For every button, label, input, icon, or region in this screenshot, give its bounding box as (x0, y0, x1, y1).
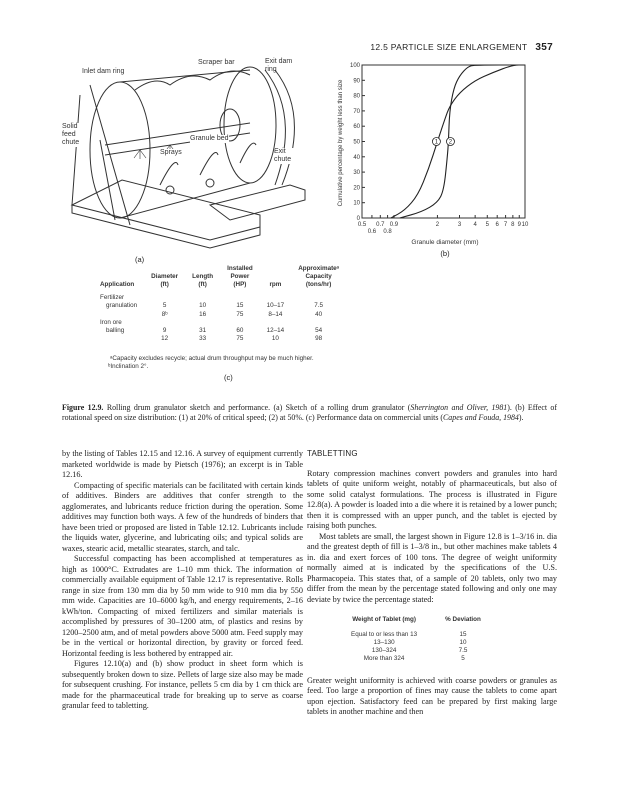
table-cell: 5 (162, 302, 167, 310)
x-tick-label: 5 (485, 222, 489, 228)
table-cell: Equal to or less than 13 (351, 630, 418, 638)
application-cell: Fertilizer (100, 294, 125, 301)
table-cell (291, 319, 346, 327)
table-cell: 15 (236, 302, 244, 310)
label-exit-chute: Exit chute (274, 148, 296, 164)
column-header: Diameter (151, 273, 179, 280)
table-cell: 10 (199, 302, 207, 310)
table-row (337, 655, 495, 663)
column-header: (HP) (233, 281, 247, 288)
figure-c-performance-table (100, 265, 346, 344)
application-cell (100, 311, 144, 319)
x-tick-label: 0.9 (389, 222, 399, 228)
table-cell: 7.5 (314, 302, 323, 310)
running-header (370, 42, 553, 53)
y-tick-label: 60 (353, 124, 360, 131)
series-line-2 (400, 65, 525, 218)
table-cell: 12–14 (266, 327, 285, 335)
column-header (144, 265, 185, 273)
x-tick-label: 4 (473, 222, 477, 228)
y-tick-label: 80 (353, 93, 360, 100)
figure-b-size-distribution-chart (320, 55, 560, 265)
x-tick-label: 2 (435, 222, 440, 228)
x-tick-label: 7 (503, 222, 508, 228)
page-number: 357 (535, 42, 553, 53)
table-cell (260, 294, 292, 302)
table-cell: 12 (161, 335, 169, 343)
table-cell: 5 (461, 655, 465, 663)
application-cell: balling (106, 327, 125, 335)
table-row (100, 319, 346, 327)
table-cell: 130–324 (371, 647, 397, 655)
application-cell: Iron ore (100, 318, 122, 326)
y-tick-label: 20 (353, 185, 360, 192)
table-cell (185, 294, 220, 302)
x-tick-label: 6 (495, 222, 499, 228)
table-row (337, 639, 495, 647)
table-cell (260, 319, 292, 327)
table-cell (291, 294, 346, 302)
column-header: rpm (269, 281, 282, 288)
y-tick-label: 40 (353, 154, 360, 161)
column-header: Weight of Tablet (mg) (352, 616, 416, 623)
label-sprays: Sprays (160, 149, 182, 156)
y-tick-label: 90 (353, 78, 360, 85)
paragraph: Most tablets are small, the largest shown in Figure 12.8 is 1–3/16 in. dia and the greatest depth of fill is 1–3/8 in., but other machines make tablets 4 in. dia and exert forces of 100 tons. The degree of weight uniformity normally aimed at is indicated by the specifications of the U.S. Pharmacopeia. This states that, of a sample of 20 tablets, only two may differ from the mean by the percentage stated following and only one may deviate by twice the percentage stated: (307, 531, 557, 604)
section-heading-tabletting: TABLETTING (307, 449, 358, 458)
y-tick-label: 10 (353, 200, 360, 207)
column-header: (ft) (198, 281, 207, 288)
column-header: Approximateᵃ (298, 265, 340, 272)
column-header (100, 265, 144, 273)
series-line-1 (391, 65, 525, 218)
paragraph: by the listing of Tables 12.15 and 12.16. A survey of equipment currently marketed worldwide is made by Pietsch (1976); an excerpt is in Table 12.16. (62, 449, 303, 479)
column-header (185, 265, 220, 273)
x-tick-label: 0.6 (367, 229, 377, 235)
y-tick-label: 100 (349, 63, 360, 69)
figure-a-drum-sketch (60, 55, 320, 270)
figure-a-sublabel: (a) (135, 255, 145, 264)
table-cell: 98 (315, 335, 323, 343)
table-cell: 75 (236, 310, 244, 318)
caption-citation: Sherrington and Oliver, 1981 (410, 403, 508, 412)
paragraph: Rotary compression machines convert powders and granules into hard tablets of quite uniform weight, notably of pharmaceuticals, but also of some solid catalyst formulations. The process is illustrated in Figure 12.8(a). A powder is loaded into a die where it is retained by a lower punch; then it is compressed with an upper punch, and the tablet is ejected by raising both punches. (307, 468, 557, 530)
x-tick-label: 3 (457, 222, 462, 228)
paragraph: Compacting of specific materials can be facilitated with certain kinds of additives. Binders are additives that confer strength to the agglomerates, and lubricants reduce friction during the operation. Some additives may function both ways. A few of the hundreds of binders that have been tried or proposed are listed in Table 12.12. Lubricants include the liquids water, glycerine, and lubricating oils; and typical solids are waxes, stearic acid, metallic stearates, starch, and talc. (62, 480, 303, 553)
label-inlet-dam-ring: Inlet dam ring (82, 68, 125, 75)
table-cell (185, 319, 220, 327)
table-cell: 54 (315, 327, 323, 335)
application-cell: granulation (106, 302, 138, 310)
label-solid-feed-chute: Solid feed chute (62, 123, 86, 147)
left-column (62, 449, 303, 712)
paragraph: Successful compacting has been accomplished at temperatures as high as 1000°C. Extrudates are 1–10 mm thick. The information of commercially available equipment of Table 12.17 is representative. Rolls range in size from 130 mm dia by 50 mm wide to 910 mm dia by 550 mm wide. Capacities are 10–6000 kg/h, and energy requirements, 2–16 kWh/ton. Compacting of mixed fertilizers and similar materials is accomplished by pressures of 30–1200 atm, of plastics and resins by 1200–2500 atm, and of metal powders above 5000 atm. Feed supply may be in the vertical or horizontal direction, by gravity or forced feed. Horizontal feeding is less bothered by entrapped air. (62, 554, 303, 658)
table-cell (220, 319, 260, 327)
table-cell: 33 (199, 335, 207, 343)
paragraph: Figures 12.10(a) and (b) show product in sheet form which is subsequently broken down to size. Pellets of large size also may be made for subsequent crushing. For instance, pellets 5 cm dia by 1 cm thick are made for the pharmaceutical trade for breaking up to serve as coarse granular feed to tabletting. (62, 659, 303, 710)
section-title: 12.5 PARTICLE SIZE ENLARGEMENT (370, 42, 528, 52)
table-cell: 10–17 (266, 302, 285, 310)
x-tick-label: 10 (521, 222, 529, 228)
plot-frame (362, 65, 525, 218)
column-header (260, 273, 292, 281)
x-tick-label: 0.7 (376, 222, 385, 228)
x-tick-label: 8 (511, 222, 515, 228)
figure-b-sublabel: (b) (440, 249, 450, 258)
table-cell (144, 319, 185, 327)
table-cell: 15 (459, 630, 467, 638)
y-tick-label: 70 (353, 108, 360, 115)
table-cell: More than 324 (363, 655, 405, 663)
right-column (307, 449, 557, 718)
caption-text: Rolling drum granulator sketch and performance. (a) Sketch of a rolling drum granulator ( (103, 403, 411, 412)
table-cell: 60 (236, 327, 244, 335)
table-cell (220, 294, 260, 302)
table-row (100, 327, 346, 335)
table-cell: 13–130 (373, 638, 395, 646)
caption-text: ). (518, 413, 524, 422)
table-row (337, 631, 495, 639)
application-cell (100, 335, 144, 343)
column-header: % Deviation (445, 616, 481, 623)
column-header (260, 265, 292, 273)
column-header (100, 273, 144, 281)
y-tick-label: 0 (356, 216, 360, 222)
table-cell: 10 (459, 638, 467, 646)
caption-text: ). (b) Effect of rotational speed on size distribution: (1) at 20% of critical speed; (2) at 50%. (c) Performance data on commercial units ( (62, 403, 557, 422)
table-cell: 16 (199, 310, 207, 318)
column-header: Installed (227, 265, 253, 272)
footnote-b: ᵇInclination 2°. (108, 362, 149, 370)
table-cell: 31 (199, 327, 207, 335)
table-row (100, 302, 346, 310)
label-exit-dam-ring: Exit dam ring (265, 58, 293, 73)
column-header: Power (230, 273, 250, 280)
y-tick-label: 50 (353, 139, 360, 146)
column-header: (ft) (160, 281, 169, 288)
label-granule-bed: Granule bed (190, 135, 229, 142)
drum-exit-end (224, 67, 276, 183)
table-cell: 7.5 (458, 647, 468, 655)
y-tick-label: 30 (353, 170, 360, 177)
table-c-footnotes (100, 355, 400, 370)
y-axis-label: Cumulative percentage by weight less than size (338, 79, 344, 207)
figure-caption (62, 403, 557, 423)
table-cell: 75 (236, 335, 244, 343)
series-label-2: 2 (448, 139, 453, 146)
column-header: Length (192, 273, 214, 280)
x-tick-label: 0.5 (357, 222, 367, 228)
table-row (100, 311, 346, 319)
table-cell: 10 (271, 335, 279, 343)
table-cell: 8–14 (268, 310, 283, 318)
caption-citation: Capes and Fouda, 1984 (443, 413, 519, 422)
series-label-1: 1 (434, 139, 439, 146)
column-header: (tons/hr) (305, 281, 332, 288)
label-scraper-bar: Scraper bar (198, 59, 235, 66)
table-cell (144, 294, 185, 302)
caption-label: Figure 12.9. (62, 403, 104, 412)
x-axis-label: Granule diameter (mm) (411, 239, 479, 246)
paragraph: Greater weight uniformity is achieved with coarse powders or granules as feed. Too large a proportion of fines may cause the tablets to come apart upon ejection. Satisfactory feed can be prepared by first making large tablets in another machine and then (307, 675, 557, 717)
footnote-a: ᵃCapacity excludes recycle; actual drum throughput may be much higher. (110, 355, 314, 362)
x-tick-label: 0.8 (383, 229, 392, 235)
table-cell: 8ᵇ (161, 310, 168, 318)
column-header: Application (100, 281, 135, 288)
table-row (100, 294, 346, 302)
table-cell: 40 (315, 310, 323, 318)
column-header: Capacity (305, 273, 332, 280)
weight-deviation-table (337, 615, 495, 664)
table-cell: 9 (162, 327, 167, 335)
figure-c-sublabel: (c) (224, 373, 233, 382)
x-tick-label: 9 (517, 222, 521, 228)
table-row (337, 647, 495, 655)
table-row (100, 335, 346, 343)
